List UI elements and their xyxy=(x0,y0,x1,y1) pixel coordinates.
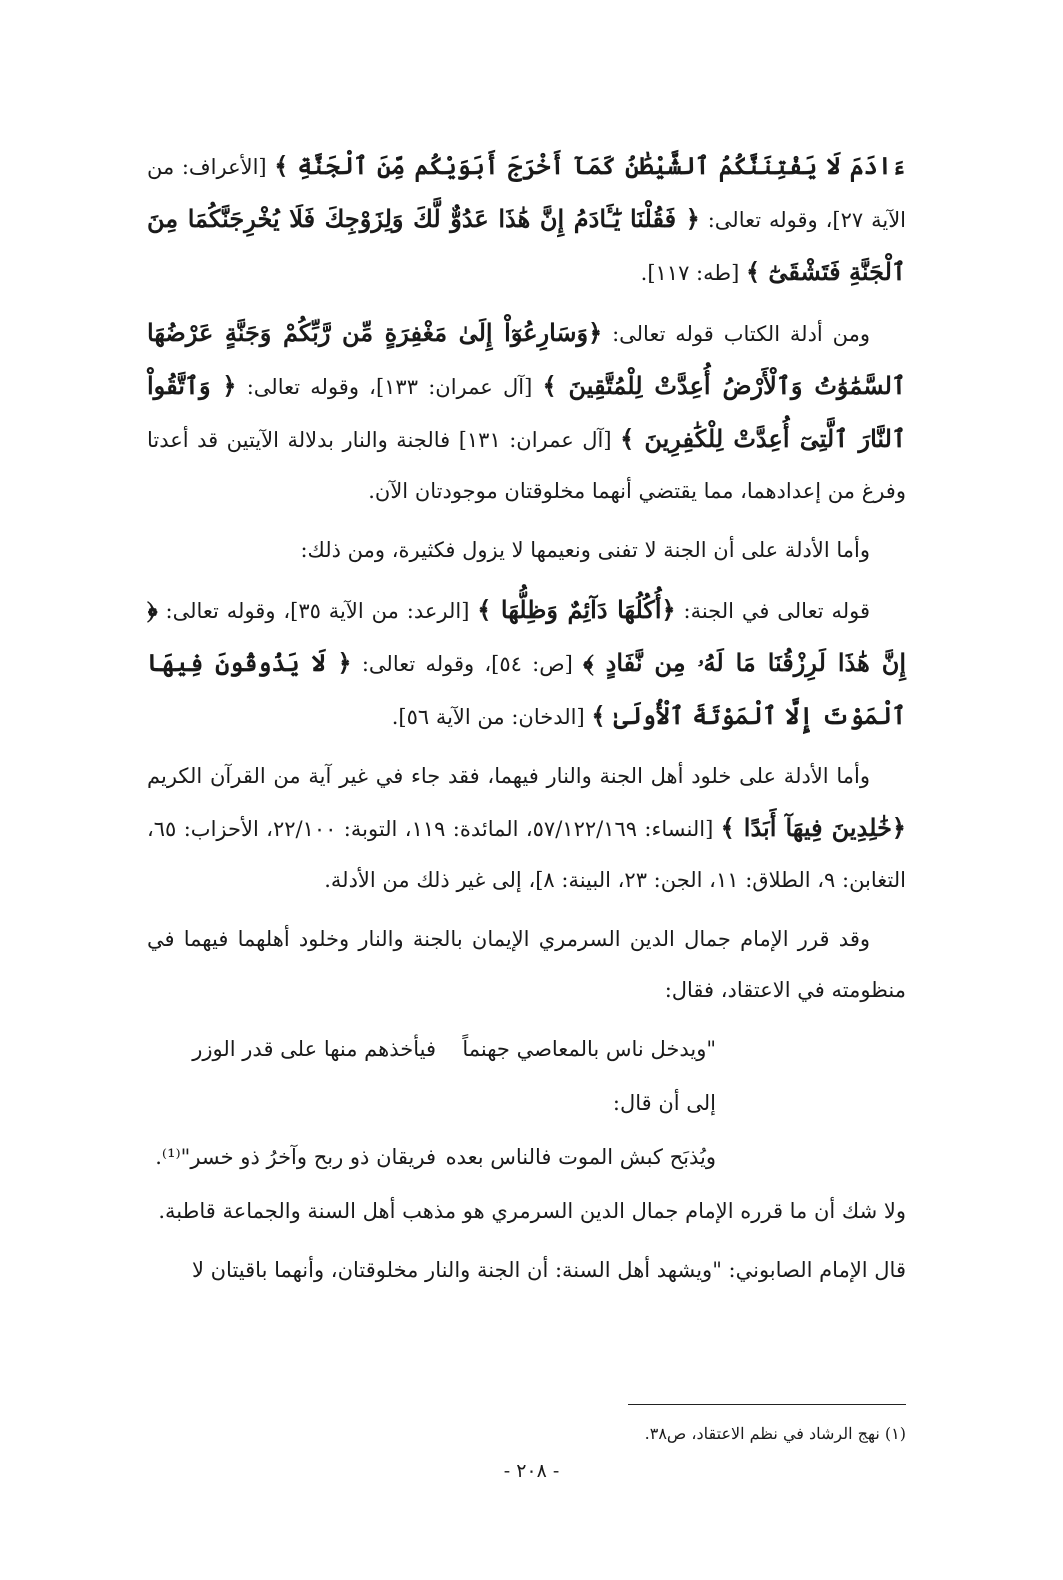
body-run: [الأعراف: من الآية ٢٧]، وقوله تعالى: xyxy=(147,155,907,232)
body-run: [ص: ٥٤]، وقوله تعالى: xyxy=(351,652,584,676)
paragraphs xyxy=(147,140,906,1016)
body-run: وقد قرر الإمام جمال الدين السرمري الإيمان بالجنة والنار وخلود أهلهما فيهما في منظومته في الاعتقاد، فقال: xyxy=(147,927,906,1002)
quran-verse: ءَادَمَ لَا يَفْتِنَنَّكُمُ ٱلشَّيْطَٰنُ كَمَآ أَخْرَجَ أَبَوَيْكُم مِّنَ ٱلْجَنَّةِ ﴾ xyxy=(274,151,906,180)
body-run: [النساء: ٥٧/١٢٢/١٦٩، المائدة: ١١٩، التوبة: ٢٢/١٠٠، الأحزاب: ٦٥، التغابن: ٩، الطلاق: ١١، الجن: ٢٣، البينة: ٨]، إلى غير ذلك من الأدلة. xyxy=(147,817,906,892)
poem-verse-1 xyxy=(147,1024,906,1078)
verse-1-hemistich-2: فيأخذهم منها على قدر الوزر xyxy=(192,1037,436,1061)
body-run: قوله تعالى في الجنة: xyxy=(675,599,871,623)
paragraph-sabuni-quote: قال الإمام الصابوني: "ويشهد أهل السنة: أن الجنة والنار مخلوقتان، وأنهما باقيتان لا xyxy=(191,1258,906,1282)
poem-verse-2 xyxy=(147,1132,906,1186)
paragraph xyxy=(147,914,906,1016)
paragraph xyxy=(147,525,906,576)
body-run: [طه: ١١٧]. xyxy=(640,261,746,285)
until-said-line xyxy=(147,1078,906,1132)
quran-verse: ﴿ إِنَّ هَٰذَا لَرِزْقُنَا مَا لَهُۥ مِن نَّفَادٍ ﴾ xyxy=(147,595,906,677)
quran-verse: ﴿خَٰلِدِينَ فِيهَآ أَبَدًا ﴾ xyxy=(720,813,906,842)
body-text xyxy=(147,140,906,1304)
body-run: [آل عمران: ١٣٣]، وقوله تعالى: xyxy=(236,375,543,399)
quran-verse: ﴿أُكُلُهَا دَآئِمٌ وَظِلُّهَا ﴾ xyxy=(477,595,676,624)
body-run: [آل عمران: ١٣١] فالجنة والنار بدلالة الآيتين قد أعدتا وفرغ من إعدادهما، مما يقتضي أنهما مخلوقتان موجودتان الآن. xyxy=(147,428,906,503)
footnote: (١) نهج الرشاد في نظم الاعتقاد، ص٣٨. xyxy=(644,1424,906,1443)
paragraph xyxy=(147,140,906,299)
body-run: ومن أدلة الكتاب قوله تعالى: xyxy=(602,322,871,346)
quran-verse: ﴿وَسَارِعُوٓاْ إِلَىٰ مَغْفِرَةٍ مِّن رَّبِّكُمْ وَجَنَّةٍ عَرْضُهَا ٱلسَّمَٰوَٰتُ وَٱلْأَرْضُ أُعِدَّتْ لِلْمُتَّقِينَ ﴾ xyxy=(147,318,906,400)
paragraph xyxy=(147,751,906,906)
footnote-separator xyxy=(628,1404,906,1405)
until-said-text: إلى أن قال: xyxy=(612,1091,716,1115)
verse-1-hemistich-1: "ويدخل ناس بالمعاصي جهنماً xyxy=(462,1037,716,1061)
body-run: [الرعد: من الآية ٣٥]، وقوله تعالى: xyxy=(157,599,478,623)
quran-verse: ﴿ وَٱتَّقُواْ ٱلنَّارَ ٱلَّتِىٓ أُعِدَّتْ لِلْكَٰفِرِينَ ﴾ xyxy=(147,371,907,453)
verse-2-hemistich-1: ويُذبَح كبش الموت فالناس بعده xyxy=(445,1145,716,1169)
quran-verse: ﴿ لَا يَذُوقُونَ فِيهَا ٱلْمَوْتَ إِلَّا ٱلْمَوْتَةَ ٱلْأُولَىٰ ﴾ xyxy=(147,648,906,730)
paragraph xyxy=(147,307,906,517)
quran-verse: ﴿ فَقُلْنَا يَٰٓـَٔادَمُ إِنَّ هَٰذَا عَدُوٌّ لَّكَ وَلِزَوْجِكَ فَلَا يُخْرِجَنَّكُمَا مِنَ ٱلْجَنَّةِ فَتَشْقَىٰٓ ﴾ xyxy=(147,204,906,286)
body-run: [الدخان: من الآية ٥٦]. xyxy=(391,705,592,729)
paragraph-conclusion: ولا شك أن ما قرره الإمام جمال الدين السرمري هو مذهب أهل السنة والجماعة قاطبة. xyxy=(158,1199,906,1223)
paragraph xyxy=(147,584,906,743)
verse-2-hemistich-2: فريقان ذو ربح وآخرُ ذو خسر"⁽¹⁾. xyxy=(155,1145,436,1169)
page-number: - ٢٠٨ - xyxy=(503,1460,560,1482)
body-run: وأما الأدلة على أن الجنة لا تفنى ونعيمها لا يزول فكثيرة، ومن ذلك: xyxy=(300,538,870,562)
body-run: وأما الأدلة على خلود أهل الجنة والنار فيهما، فقد جاء في غير آية من القرآن الكريم xyxy=(147,764,870,788)
